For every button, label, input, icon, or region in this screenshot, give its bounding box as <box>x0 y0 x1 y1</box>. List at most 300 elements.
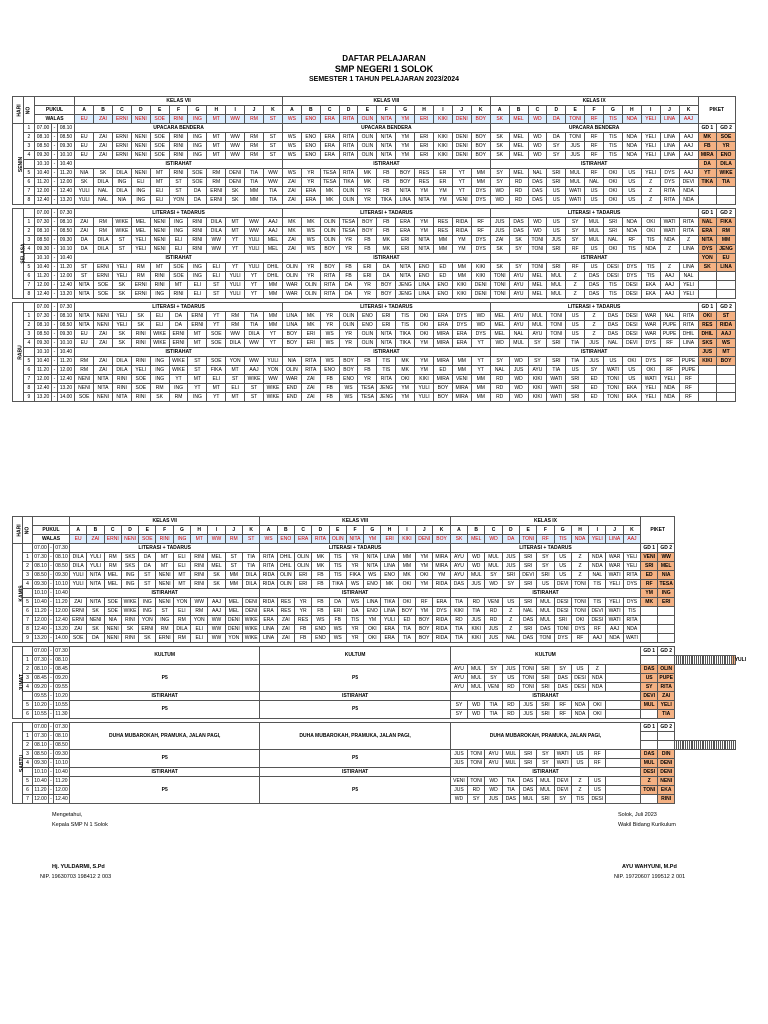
teacher-cell: YT <box>471 366 490 375</box>
teacher-cell: RINI <box>169 133 188 142</box>
teacher-cell: RF <box>660 339 679 348</box>
teacher-cell: WD <box>509 393 528 402</box>
teacher-cell: NITA <box>112 393 131 402</box>
teacher-cell: FB <box>320 384 339 393</box>
class-letter: F <box>377 106 396 115</box>
teacher-cell: JUS <box>468 616 485 625</box>
time-sep: - <box>50 723 52 730</box>
teacher-cell: DESI <box>622 281 641 290</box>
teacher-cell: WATI <box>660 218 679 227</box>
piket-gd1: GD 1 <box>698 124 717 133</box>
teacher-cell: DESI <box>554 598 571 607</box>
teacher-cell: WS <box>364 571 381 580</box>
teacher-cell: MUL <box>547 281 566 290</box>
time-start: 09.30 <box>34 759 47 766</box>
time-end: 08.50 <box>55 741 68 748</box>
teacher-cell: US <box>622 375 641 384</box>
period-no <box>23 160 34 169</box>
teacher-cell: DEVI <box>554 777 571 786</box>
teacher-cell: TIA <box>485 710 502 719</box>
teacher-cell: ST <box>188 357 207 366</box>
break-label: ISTIRAHAT <box>75 348 283 357</box>
teacher-cell: MIRA <box>433 339 452 348</box>
teacher-cell: RF <box>554 710 571 719</box>
teacher-cell: DYS <box>471 236 490 245</box>
teacher-cell: RIDA <box>260 580 277 589</box>
teacher-cell: WS <box>346 580 363 589</box>
teacher-cell: MUL <box>509 339 528 348</box>
teacher-cell: MUL <box>485 562 502 571</box>
teacher-cell: DESI <box>622 321 641 330</box>
teacher-cell: YR <box>320 312 339 321</box>
teacher-cell: ERI <box>415 151 434 160</box>
teacher-cell: MEL <box>528 281 547 290</box>
teacher-cell: MT <box>207 133 226 142</box>
piket-gd2: NENI <box>658 777 675 786</box>
time-start: 08.10 <box>34 133 51 142</box>
piket-gd2: GD 2 <box>717 209 736 218</box>
period-no: 6 <box>23 607 33 616</box>
teacher-cell: DAS <box>585 290 604 299</box>
teacher-cell: MK <box>312 553 329 562</box>
period-no: 5 <box>23 598 33 607</box>
teacher-cell: ING <box>131 196 150 205</box>
teacher-cell: ERA <box>452 339 471 348</box>
teacher-cell: WW <box>263 178 282 187</box>
piket-gd2 <box>658 616 675 625</box>
teacher-cell: ZAI <box>277 616 294 625</box>
piket-gd1: DAS <box>641 665 658 674</box>
time-end: 09.30 <box>55 750 68 757</box>
time-start: 08.50 <box>34 750 47 757</box>
teacher-cell: WAR <box>641 321 660 330</box>
time-start: 10.10 <box>34 589 47 596</box>
teacher-cell: YM <box>433 196 452 205</box>
walas-cell: NENI <box>131 115 150 124</box>
teacher-cell: BOY <box>471 151 490 160</box>
teacher-cell: DAS <box>585 272 604 281</box>
teacher-cell: YULI <box>245 236 264 245</box>
teacher-cell: WD <box>450 795 467 804</box>
walas-cell: WS <box>260 535 277 544</box>
teacher-cell: NITA <box>364 553 381 562</box>
teacher-cell: RINI <box>112 384 131 393</box>
teacher-cell: ELI <box>169 236 188 245</box>
break-label: ISTIRAHAT <box>75 160 283 169</box>
teacher-cell: ZAI <box>282 196 301 205</box>
teacher-cell: ELI <box>131 178 150 187</box>
teacher-cell: WATI <box>606 616 623 625</box>
teacher-cell: DILA <box>112 366 131 375</box>
day-label: JUMAT <box>13 647 23 719</box>
teacher-cell: PUPE <box>660 330 679 339</box>
teacher-cell: ERNI <box>169 330 188 339</box>
teacher-cell: WS <box>346 598 363 607</box>
teacher-cell: ST <box>169 187 188 196</box>
piket-gd2: DILA <box>717 160 736 169</box>
teacher-cell: DENI <box>471 281 490 290</box>
time-sep: - <box>53 281 56 288</box>
period-no <box>23 544 33 553</box>
time-sep: - <box>53 236 56 243</box>
teacher-cell: MEL <box>490 312 509 321</box>
break-label: ISTIRAHAT <box>450 589 640 598</box>
teacher-cell: WS <box>320 357 339 366</box>
teacher-cell: WW <box>207 236 226 245</box>
activity-label: LITERASI + TADARUS <box>450 544 640 553</box>
class-letter: J <box>245 106 264 115</box>
teacher-cell: YM <box>415 187 434 196</box>
teacher-cell: YELI <box>679 290 698 299</box>
time-start: 08.10 <box>34 562 47 569</box>
teacher-cell: RINI <box>169 142 188 151</box>
teacher-cell <box>606 777 641 786</box>
teacher-cell: MEL <box>263 245 282 254</box>
kelas-header: KELAS VIII <box>282 97 490 106</box>
teacher-cell: MUL <box>547 272 566 281</box>
teacher-cell: YM <box>415 357 434 366</box>
teacher-cell: MIRA <box>452 384 471 393</box>
teacher-cell: FB <box>377 169 396 178</box>
piket-gd1 <box>698 187 717 196</box>
teacher-cell: JUS <box>450 786 467 795</box>
teacher-cell: ERNI <box>70 607 87 616</box>
teacher-cell: RD <box>468 598 485 607</box>
teacher-cell: SY <box>450 710 467 719</box>
teacher-cell: LINA <box>415 281 434 290</box>
teacher-cell: TIS <box>604 133 623 142</box>
period-no: 6 <box>23 786 33 795</box>
piket-gd1: DAS <box>641 750 658 759</box>
period-no: 9 <box>23 393 34 402</box>
piket-gd1: DESI <box>641 768 658 777</box>
break-label: ISTIRAHAT <box>260 768 450 777</box>
teacher-cell: DILA <box>70 562 87 571</box>
class-letter: B <box>87 526 104 535</box>
teacher-cell: OKI <box>641 227 660 236</box>
teacher-cell: MUL <box>547 290 566 299</box>
teacher-cell: WD <box>468 553 485 562</box>
activity-label: LITERASI + TADARUS <box>75 303 283 312</box>
teacher-cell: MEL <box>225 607 242 616</box>
piket-gd2: ZAI <box>658 692 675 701</box>
teacher-cell: ERI <box>396 245 415 254</box>
piket-gd1: GD 1 <box>698 303 717 312</box>
teacher-cell: TIS <box>604 142 623 151</box>
time-end: 12.40 <box>55 616 68 623</box>
teacher-cell: DYS <box>641 339 660 348</box>
walas-cell: KIKI <box>433 115 452 124</box>
teacher-cell: RM <box>207 178 226 187</box>
walas-cell: WW <box>226 115 245 124</box>
teacher-cell: ST <box>225 553 242 562</box>
teacher-cell: DYS <box>471 330 490 339</box>
teacher-cell: Z <box>641 196 660 205</box>
teacher-cell: OLIN <box>339 187 358 196</box>
teacher-cell: MEL <box>208 562 225 571</box>
period-no <box>23 303 34 312</box>
teacher-cell: ED <box>585 384 604 393</box>
teacher-cell: RM <box>226 312 245 321</box>
teacher-cell: EU <box>75 339 94 348</box>
teacher-cell: BOY <box>433 393 452 402</box>
teacher-cell: ZAI <box>94 133 113 142</box>
class-letter: J <box>660 106 679 115</box>
teacher-cell: RITA <box>679 227 698 236</box>
teacher-cell: FB <box>358 366 377 375</box>
kelas-header: KELAS VIII <box>260 517 450 526</box>
teacher-cell: RIDA <box>433 634 450 643</box>
teacher-cell: DILA <box>242 580 259 589</box>
teacher-cell: MM <box>245 196 264 205</box>
teacher-cell: SY <box>566 218 585 227</box>
teacher-cell: MK <box>398 571 415 580</box>
teacher-cell: ZAI <box>282 236 301 245</box>
teacher-cell: SK <box>490 142 509 151</box>
teacher-cell: YM <box>415 366 434 375</box>
time-start: 10.10 <box>34 768 47 775</box>
teacher-cell: WATI <box>660 227 679 236</box>
time-end: 09.30 <box>57 142 74 151</box>
merged-activity: P5 <box>260 665 450 692</box>
class-letter: B <box>509 106 528 115</box>
teacher-cell: FB <box>358 236 377 245</box>
walas-cell: YELI <box>641 115 660 124</box>
teacher-cell: DAS <box>502 795 519 804</box>
teacher-cell: YT <box>263 339 282 348</box>
teacher-cell: MK <box>377 236 396 245</box>
pukul-header: PUKUL <box>34 106 74 115</box>
time-end: 07.30 <box>57 303 74 312</box>
teacher-cell: RM <box>131 263 150 272</box>
time-start: 07.30 <box>34 656 47 663</box>
teacher-cell: OLIN <box>320 227 339 236</box>
teacher-cell: SK <box>87 607 104 616</box>
piket-gd1: VENI <box>641 553 658 562</box>
class-letter: K <box>471 106 490 115</box>
footer-left-nip: NIP. 19630703 198412 2 003 <box>40 874 112 880</box>
teacher-cell: TIKA <box>396 330 415 339</box>
class-letter: K <box>623 526 640 535</box>
teacher-cell: TESA <box>339 218 358 227</box>
teacher-cell: ERA <box>320 133 339 142</box>
class-letter: K <box>242 526 259 535</box>
teacher-cell: SY <box>509 263 528 272</box>
teacher-cell: ELI <box>173 553 190 562</box>
footer-left-line2: Kepala SMP N 1 Solok <box>52 822 108 828</box>
teacher-cell: YR <box>346 562 363 571</box>
period-no: 1 <box>23 553 33 562</box>
time-sep: - <box>50 553 52 560</box>
teacher-cell: NENI <box>150 218 169 227</box>
teacher-cell: KIKI <box>528 393 547 402</box>
teacher-cell: AYU <box>509 321 528 330</box>
teacher-cell: NITA <box>415 236 434 245</box>
teacher-cell: TIKA <box>339 178 358 187</box>
piket-gd1: DA <box>698 160 717 169</box>
teacher-cell: RF <box>585 142 604 151</box>
teacher-cell: FB <box>320 393 339 402</box>
teacher-cell: YM <box>416 553 433 562</box>
walas-cell: SK <box>450 535 467 544</box>
teacher-cell: LINA <box>660 151 679 160</box>
piket-gd1 <box>698 384 717 393</box>
teacher-cell: ED <box>585 375 604 384</box>
teacher-cell: YR <box>358 196 377 205</box>
teacher-cell: SRI <box>547 263 566 272</box>
teacher-cell: US <box>571 759 588 768</box>
piket-gd2 <box>717 196 736 205</box>
teacher-cell: ELI <box>150 187 169 196</box>
teacher-cell: NDA <box>660 384 679 393</box>
teacher-cell: YR <box>301 272 320 281</box>
merged-activity: KULTUM <box>70 647 260 665</box>
teacher-cell <box>641 741 658 750</box>
class-letter: G <box>396 106 415 115</box>
teacher-cell: WW <box>245 227 264 236</box>
time-start: 09.30 <box>34 339 51 348</box>
break-label: ISTIRAHAT <box>70 692 260 701</box>
teacher-cell: DESI <box>604 272 623 281</box>
teacher-cell: ERNI <box>70 616 87 625</box>
teacher-cell: OKI <box>589 710 606 719</box>
piket-gd2: ENO <box>717 151 736 160</box>
teacher-cell: SRI <box>537 674 554 683</box>
teacher-cell: DYS <box>433 607 450 616</box>
time-sep: - <box>53 348 56 355</box>
teacher-cell: RITA <box>679 312 698 321</box>
teacher-cell: JUS <box>585 357 604 366</box>
piket-gd1 <box>641 795 658 804</box>
piket-gd1: DEVI <box>641 692 658 701</box>
period-no: 4 <box>23 580 33 589</box>
teacher-cell: SRI <box>547 357 566 366</box>
teacher-cell: OKI <box>604 187 623 196</box>
teacher-cell: TIA <box>502 777 519 786</box>
teacher-cell: MM <box>471 384 490 393</box>
teacher-cell: YT <box>169 375 188 384</box>
teacher-cell: US <box>589 786 606 795</box>
schedule-table <box>12 516 747 804</box>
teacher-cell: LINA <box>260 625 277 634</box>
teacher-cell: RM <box>75 366 94 375</box>
teacher-cell: DAS <box>509 227 528 236</box>
teacher-cell: RF <box>679 375 698 384</box>
teacher-cell: OKI <box>641 366 660 375</box>
teacher-cell: SOE <box>104 607 121 616</box>
teacher-cell: DESI <box>589 795 606 804</box>
teacher-cell: OLIN <box>358 142 377 151</box>
teacher-cell: RINI <box>131 393 150 402</box>
teacher-cell: ST <box>188 366 207 375</box>
teacher-cell: YR <box>346 553 363 562</box>
class-letter: F <box>585 106 604 115</box>
teacher-cell: DYS <box>623 580 640 589</box>
teacher-cell: YM <box>396 393 415 402</box>
teacher-cell: YULI <box>245 263 264 272</box>
teacher-cell: WATI <box>566 187 585 196</box>
teacher-cell: ERI <box>329 607 346 616</box>
time-sep: - <box>53 209 56 216</box>
walas-cell: YM <box>396 115 415 124</box>
class-letter: C <box>112 106 131 115</box>
teacher-cell: RINI <box>188 227 207 236</box>
teacher-cell: RINI <box>131 339 150 348</box>
teacher-cell: DESI <box>622 312 641 321</box>
teacher-cell: LINA <box>679 339 698 348</box>
piket-gd1 <box>698 375 717 384</box>
teacher-cell: WW <box>245 218 264 227</box>
break-label: ISTIRAHAT <box>282 160 490 169</box>
teacher-cell: YELI <box>112 263 131 272</box>
teacher-cell: NDA <box>679 187 698 196</box>
time-end: 08.50 <box>57 227 74 236</box>
teacher-cell: OLIN <box>339 321 358 330</box>
teacher-cell: RM <box>131 272 150 281</box>
teacher-cell: TONI <box>528 236 547 245</box>
piket-gd2: GD 2 <box>717 124 736 133</box>
time-start: 12.00 <box>34 795 47 802</box>
teacher-cell: SRI <box>537 665 554 674</box>
time-sep: - <box>50 607 52 614</box>
time-sep: - <box>53 312 56 319</box>
time-start: 07.30 <box>34 553 47 560</box>
piket-gd2: DIN <box>658 750 675 759</box>
teacher-cell: TIKA <box>377 196 396 205</box>
walas-cell: DA <box>547 115 566 124</box>
teacher-cell: RM <box>245 142 264 151</box>
teacher-cell: MK <box>358 178 377 187</box>
teacher-cell: MT <box>150 263 169 272</box>
teacher-cell: DYS <box>623 598 640 607</box>
piket-gd1: RES <box>698 321 717 330</box>
time-sep: - <box>53 303 56 310</box>
time-start: 07.00 <box>34 544 47 551</box>
teacher-cell: ERA <box>320 151 339 160</box>
period-no: 2 <box>23 741 33 750</box>
teacher-cell: RIDA <box>452 218 471 227</box>
period-no: 7 <box>23 281 34 290</box>
teacher-cell: SY <box>537 759 554 768</box>
teacher-cell: DESI <box>571 683 588 692</box>
no-header: NO <box>23 517 33 544</box>
hari-header: HARI <box>13 97 24 124</box>
walas-cell: NDA <box>622 115 641 124</box>
time-start: 08.50 <box>34 236 51 245</box>
walas-cell: TIS <box>604 115 623 124</box>
teacher-cell: NAL <box>490 366 509 375</box>
teacher-cell: YELI <box>606 598 623 607</box>
break-label: ISTIRAHAT <box>490 254 698 263</box>
walas-cell: RITA <box>312 535 329 544</box>
teacher-cell: RINI <box>150 281 169 290</box>
time-sep: - <box>50 692 52 699</box>
teacher-cell: OLIN <box>358 339 377 348</box>
teacher-cell: MIRA <box>452 393 471 402</box>
teacher-cell: NDA <box>660 236 679 245</box>
teacher-cell: RD <box>468 786 485 795</box>
teacher-cell: TESA <box>358 384 377 393</box>
piket-gd2: YR <box>717 142 736 151</box>
kelas-header: KELAS VII <box>75 97 283 106</box>
teacher-cell: RITA <box>623 571 640 580</box>
teacher-cell: YT <box>207 393 226 402</box>
time-end: 08.10 <box>55 732 68 739</box>
piket-gd1 <box>641 710 658 719</box>
teacher-cell: MUL <box>585 227 604 236</box>
teacher-cell: LINA <box>381 607 398 616</box>
teacher-cell: US <box>585 187 604 196</box>
